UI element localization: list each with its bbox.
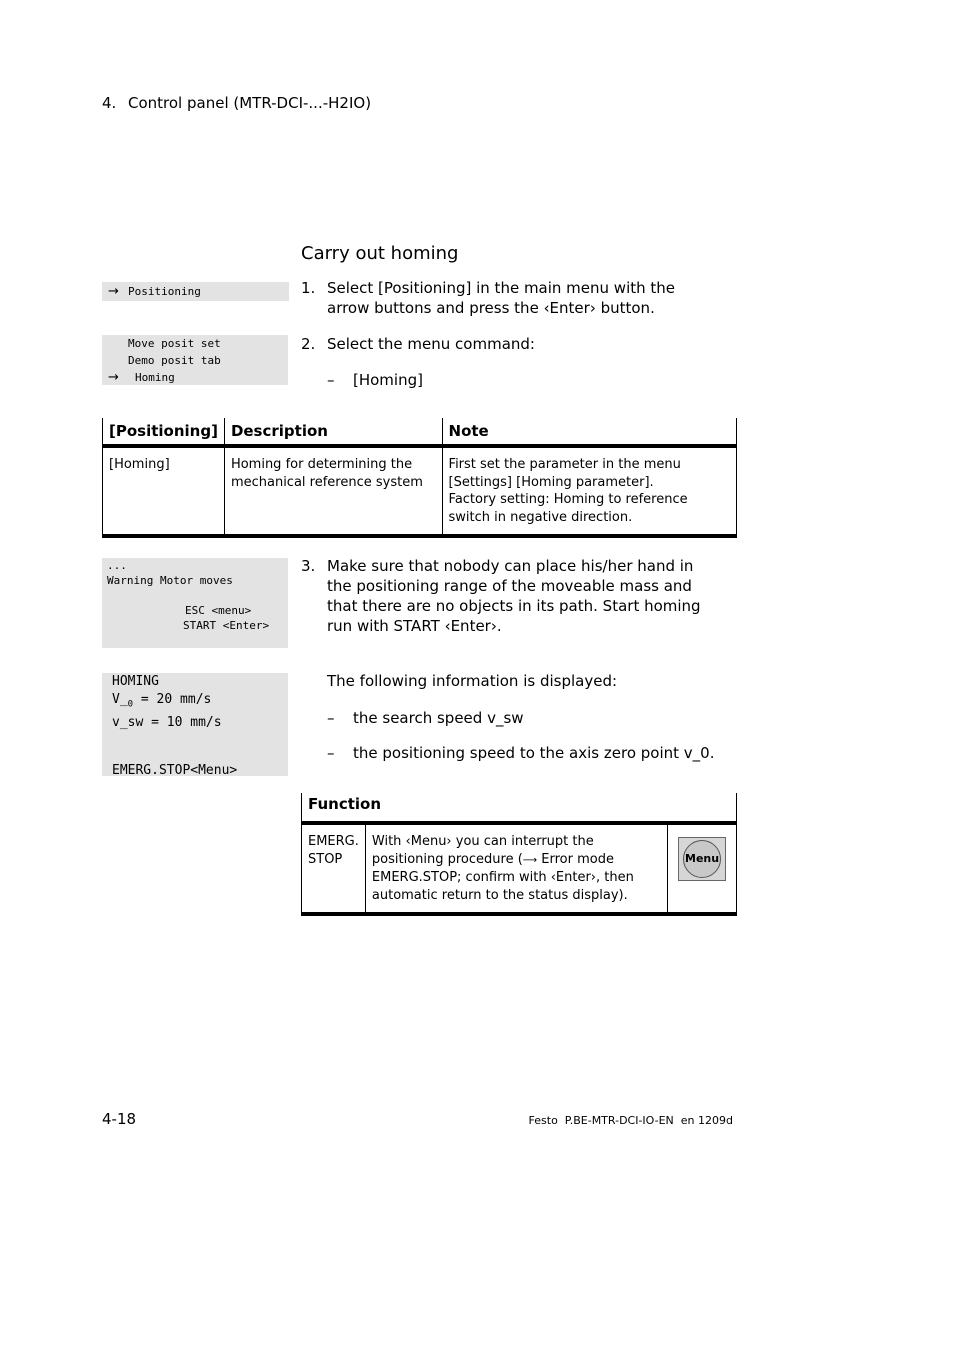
table-cell [442, 446, 736, 536]
lcd-line: ... [107, 559, 127, 572]
step-1 [301, 278, 721, 318]
bullet-item [327, 743, 714, 763]
document-id: Festo P.BE-MTR-DCI-IO-EN en 1209d [528, 1114, 733, 1127]
step-number: 2. [301, 335, 316, 353]
table-row [302, 823, 737, 914]
lcd-line: $V\__0 = 20$ mm/s [112, 692, 212, 710]
table-cell: With ‹Menu› you can interrupt the positioning procedure (⟶ Error mode EMERG.STOP; confirm with ‹Enter›, then automatic return to the status display). [365, 823, 667, 914]
menu-button-icon [678, 837, 726, 881]
reference-arrow-icon: ⟶ [522, 854, 538, 866]
lcd-display-homing [102, 673, 288, 776]
table-cell: Homing for determining the mechanical reference system [224, 446, 442, 536]
lcd-line: Positioning [128, 285, 201, 298]
bullet-item [327, 708, 524, 728]
arrow-right-icon: → [108, 370, 119, 385]
bullet-item [327, 370, 423, 390]
lcd-line: v_sw = 10 mm/s [112, 714, 222, 730]
step-3 [301, 556, 721, 636]
table-header: Function [302, 793, 737, 823]
bullet-dash: – [327, 744, 335, 762]
step-2 [301, 334, 721, 354]
lcd-line: EMERG.STOP<Menu> [112, 762, 238, 778]
page-number: 4-18 [102, 1110, 137, 1128]
arrow-right-icon: → [108, 284, 119, 299]
lcd-display-warning [102, 558, 288, 648]
table-header: [Positioning] [103, 418, 225, 446]
lcd-line: Warning Motor moves [107, 574, 233, 587]
chapter-header [102, 94, 371, 112]
lcd-display-positioning-menu [102, 335, 288, 385]
menu-button-label: Menu [683, 840, 721, 878]
note-text: Factory setting: Homing to reference switch in negative direction. [448, 492, 688, 525]
step-text: Make sure that nobody can place his/her hand in the positioning range of the moveable mass and that there are no objects in its path. Start homing run with START ‹Enter›. [327, 557, 701, 635]
function-table [301, 793, 737, 916]
table-header: Description [224, 418, 442, 446]
lcd-line: HOMING [112, 674, 159, 689]
table-header-row [103, 418, 737, 446]
step-text: Select the menu command: [327, 335, 535, 353]
bullet-dash: – [327, 371, 335, 389]
info-intro: The following information is displayed: [327, 672, 618, 690]
step-text: Select [Positioning] in the main menu with the arrow buttons and press the ‹Enter› button. [327, 279, 676, 317]
bullet-text: [Homing] [353, 371, 423, 389]
bullet-text: the positioning speed to the axis zero point v_0. [353, 744, 715, 762]
bullet-text: the search speed v_sw [353, 709, 524, 727]
positioning-table [102, 418, 737, 538]
lcd-line: Demo posit tab [128, 354, 221, 367]
lcd-line: Move posit set [128, 337, 221, 350]
table-cell [668, 823, 737, 914]
step-number: 1. [301, 279, 316, 297]
table-cell: [Homing] [103, 446, 225, 536]
lcd-line: Homing [135, 371, 175, 384]
lcd-line: START <Enter> [183, 619, 270, 632]
bullet-dash: – [327, 709, 335, 727]
step-number: 3. [301, 557, 316, 575]
table-header: Note [442, 418, 736, 446]
table-header-row [302, 793, 737, 823]
lcd-display-main-menu [102, 282, 289, 301]
chapter-number: 4. [102, 94, 117, 112]
note-text: First set the parameter in the menu [Settings] [Homing parameter]. [448, 457, 681, 490]
table-row [103, 446, 737, 536]
section-title: Carry out homing [301, 243, 459, 264]
chapter-title: Control panel (MTR-DCI-...-H2IO) [128, 94, 372, 112]
lcd-line: ESC <menu> [185, 604, 252, 617]
table-cell: EMERG. STOP [302, 823, 366, 914]
